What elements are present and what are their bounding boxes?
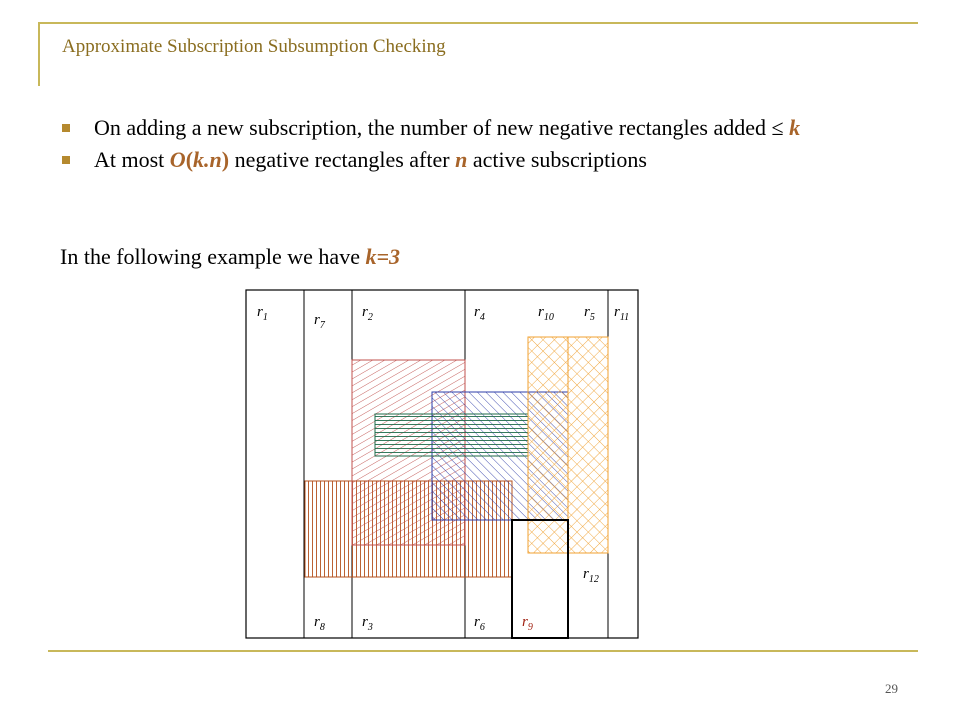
label-r10: $r_{10}$ xyxy=(538,304,554,323)
slide-title: Approximate Subscription Subsumption Checking xyxy=(62,36,446,57)
intro-text: In the following example we have xyxy=(60,244,366,269)
paren-open: ( xyxy=(185,147,194,172)
kn-expr: k.n xyxy=(193,147,222,172)
label-r8: $r_8$ xyxy=(314,614,325,633)
label-r11: $r_{11}$ xyxy=(614,304,630,323)
bullet-text-tail: active subscriptions xyxy=(467,147,647,172)
leq-symbol: ≤ xyxy=(771,115,784,140)
big-o: O xyxy=(169,147,186,172)
label-r9: $r_9$ xyxy=(522,614,533,633)
label-r12: $r_{12}$ xyxy=(583,566,599,585)
label-r7: $r_7$ xyxy=(314,312,325,331)
label-r1: $r_1$ xyxy=(257,304,268,323)
rect-r7 xyxy=(375,414,528,456)
label-r5: $r_5$ xyxy=(584,304,595,323)
bullet-text-mid: negative rectangles after xyxy=(229,147,456,172)
bullet-text: On adding a new subscription, the number of new negative rectangles added xyxy=(94,115,772,140)
k-value: k=3 xyxy=(365,244,401,269)
k-variable: k xyxy=(789,115,801,140)
label-r6: $r_6$ xyxy=(474,614,485,633)
page-number: 29 xyxy=(885,681,898,696)
label-r2: $r_2$ xyxy=(362,304,373,323)
label-r3: $r_3$ xyxy=(362,614,373,633)
bottom-rule xyxy=(48,650,918,652)
bullet-text: At most xyxy=(94,147,170,172)
label-r4: $r_4$ xyxy=(474,304,485,323)
n-variable: n xyxy=(455,147,468,172)
paren-close: ) xyxy=(221,147,230,172)
